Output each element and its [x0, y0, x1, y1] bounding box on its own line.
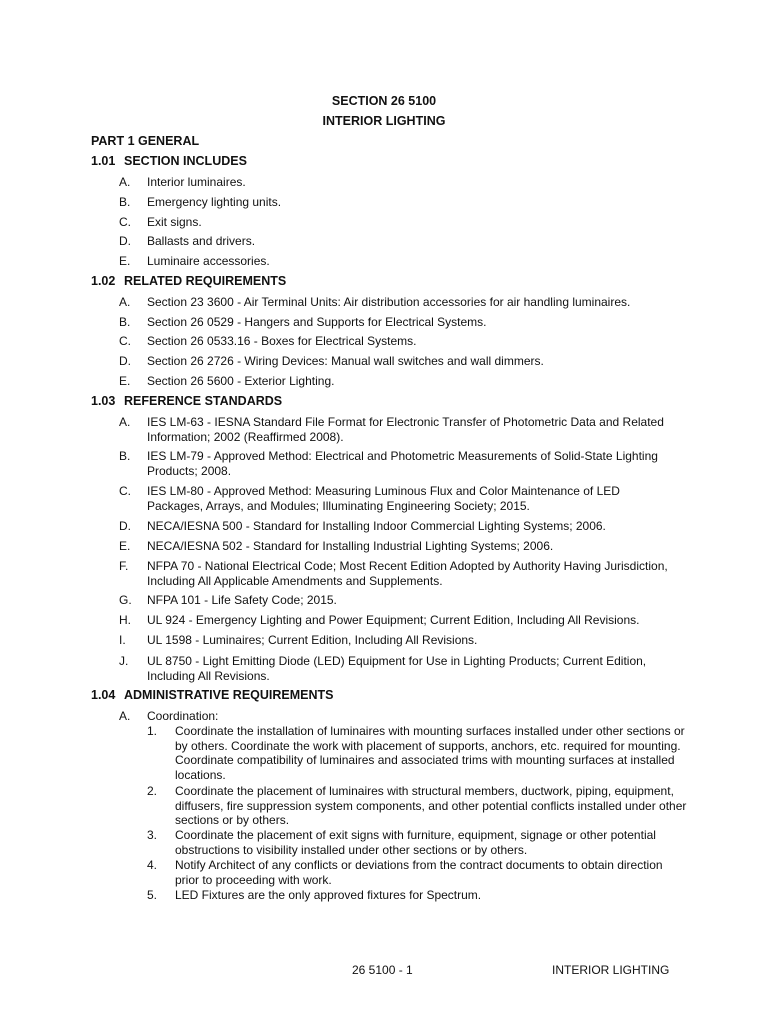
heading-1-03 — [91, 394, 282, 408]
list-item: G. NFPA 101 - Life Safety Code; 2015. — [119, 593, 337, 607]
list-item: D. Section 26 2726 - Wiring Devices: Manual wall switches and wall dimmers. — [119, 354, 544, 368]
heading-title: RELATED REQUIREMENTS — [124, 274, 287, 288]
sub-list-item: 5. LED Fixtures are the only approved fixtures for Spectrum. — [147, 888, 482, 902]
list-item: B. Emergency lighting units. — [119, 195, 282, 209]
list-item: B. Section 26 0529 - Hangers and Supports for Electrical Systems. — [119, 315, 487, 329]
list-item: E. Section 26 5600 - Exterior Lighting. — [119, 374, 335, 388]
sub-list-item: 4. Notify Architect of any conflicts or deviations from the contract documents to obtain direction prior to proceeding with work. — [147, 858, 663, 887]
list-item: B. IES LM-79 - Approved Method: Electrical and Photometric Measurements of Solid-State Lighting Products; 2008. — [119, 449, 658, 478]
list-item: J. UL 8750 - Light Emitting Diode (LED) Equipment for Use in Lighting Products; Current Edition, Including All Revisions. — [119, 654, 647, 683]
heading-number: 1.03 — [91, 394, 116, 408]
list-item: E. Luminaire accessories. — [119, 254, 270, 268]
heading-1-02 — [91, 274, 286, 288]
footer-page-number: 26 5100 - 1 — [352, 963, 413, 977]
heading-1-01 — [91, 154, 247, 168]
heading-title: REFERENCE STANDARDS — [124, 394, 283, 408]
list-item: E. NECA/IESNA 502 - Standard for Installing Industrial Lighting Systems; 2006. — [119, 539, 554, 553]
list-item: H. UL 924 - Emergency Lighting and Power Equipment; Current Edition, Including All Revisions. — [119, 613, 640, 627]
footer-section-title: INTERIOR LIGHTING — [552, 963, 670, 977]
heading-title: SECTION INCLUDES — [124, 154, 247, 168]
sub-list-item: 1. Coordinate the installation of luminaires with mounting surfaces installed under other sections or by others. Coordinate the work with placement of supports, anchors, etc. required for mounting. Coordinate compatibility of luminaires and associated trims with mounting surfaces at installed locations. — [147, 724, 685, 782]
list-item: D. NECA/IESNA 500 - Standard for Installing Indoor Commercial Lighting Systems; 2006. — [119, 519, 606, 533]
list-item: C. IES LM-80 - Approved Method: Measuring Luminous Flux and Color Maintenance of LED Packages, Arrays, and Modules; Illuminating Engineering Society; 2015. — [119, 484, 620, 513]
heading-number: 1.01 — [91, 154, 116, 168]
heading-title: ADMINISTRATIVE REQUIREMENTS — [124, 688, 334, 702]
list-item: A. Coordination: — [119, 709, 219, 723]
list-item: I. UL 1598 - Luminaires; Current Edition, Including All Revisions. — [119, 633, 478, 647]
list-item: C. Section 26 0533.16 - Boxes for Electrical Systems. — [119, 334, 417, 348]
heading-1-04 — [91, 688, 334, 702]
list-item: C. Exit signs. — [119, 215, 202, 229]
section-number: SECTION 26 5100 — [331, 94, 437, 108]
list-item: F. NFPA 70 - National Electrical Code; Most Recent Edition Adopted by Authority Having Jurisdiction, Including All Applicable Amendments and Supplements. — [119, 559, 668, 588]
list-item: D. Ballasts and drivers. — [119, 234, 256, 248]
heading-number: 1.02 — [91, 274, 116, 288]
list-item: A. IES LM-63 - IESNA Standard File Format for Electronic Transfer of Photometric Data and Related Information; 2002 (Reaffirmed 2008). — [119, 415, 664, 444]
list-item: A. Section 23 3600 - Air Terminal Units: Air distribution accessories for air handling luminaires. — [119, 295, 631, 309]
sub-list-item: 3. Coordinate the placement of exit signs with furniture, equipment, signage or other potential obstructions to visibility installed under other sections or by others. — [147, 828, 656, 857]
part-1-heading: PART 1 GENERAL — [91, 134, 200, 148]
list-item: A. Interior luminaires. — [119, 175, 246, 189]
sub-list-item: 2. Coordinate the placement of luminaires with structural members, ductwork, piping, equipment, diffusers, fire suppression system components, and other potential conflicts installed under other sections or by others. — [147, 784, 687, 827]
heading-number: 1.04 — [91, 688, 116, 702]
section-title: INTERIOR LIGHTING — [322, 114, 446, 128]
